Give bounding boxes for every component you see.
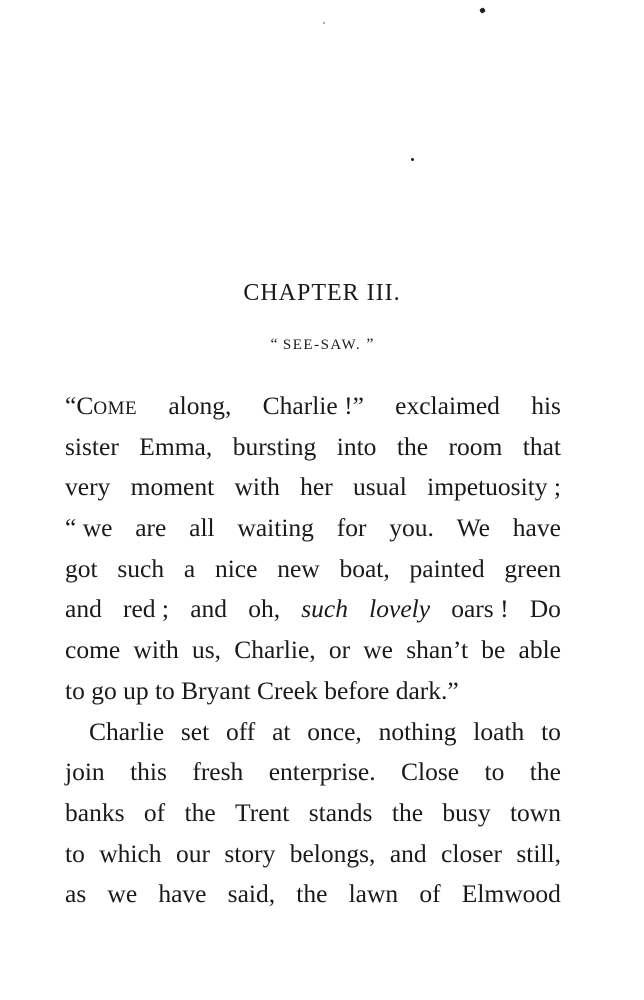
- open-quote: “: [270, 336, 278, 353]
- text-line: [65, 712, 561, 753]
- text-line: [65, 589, 561, 630]
- word: our: [175, 838, 210, 868]
- word: town: [509, 797, 561, 827]
- word: Charlie !”: [262, 391, 364, 420]
- word: bursting: [232, 431, 317, 461]
- word: have: [512, 513, 561, 543]
- word: come: [65, 635, 121, 665]
- word: into: [336, 431, 377, 461]
- word: or: [328, 635, 351, 665]
- word: her: [300, 472, 333, 502]
- word: Charlie: [89, 716, 165, 746]
- word: the: [529, 757, 561, 787]
- word: story: [224, 838, 276, 868]
- word: the: [296, 879, 328, 909]
- text-line: [65, 549, 561, 590]
- word: nice: [214, 553, 258, 583]
- word: stands: [308, 797, 373, 827]
- text-line: [65, 671, 561, 712]
- word: very: [65, 472, 111, 502]
- word: got: [65, 553, 98, 583]
- word: his: [531, 391, 561, 420]
- word: set: [180, 716, 210, 746]
- word: Trent: [235, 797, 290, 827]
- word: the: [184, 797, 216, 827]
- word: enterprise.: [268, 757, 376, 787]
- word: loath: [473, 716, 525, 746]
- word: moment: [130, 472, 215, 502]
- word: painted: [409, 553, 485, 583]
- chapter-title: [0, 334, 644, 356]
- text-line: [65, 427, 561, 468]
- word: green: [504, 553, 561, 583]
- word: off: [225, 716, 256, 746]
- word: that: [522, 431, 561, 461]
- word: still,: [516, 838, 561, 868]
- word: sister: [65, 431, 119, 461]
- word: the: [396, 431, 429, 461]
- ink-speck: [411, 158, 414, 161]
- italic-word: lovely: [369, 594, 431, 624]
- chapter-heading: CHAPTER III.: [243, 280, 401, 306]
- word: to: [65, 838, 85, 868]
- word: new: [277, 553, 320, 583]
- chapter-title-text: SEE-SAW.: [282, 337, 362, 353]
- text-line: [65, 630, 561, 671]
- word: belongs,: [289, 838, 376, 868]
- ink-speck: [323, 22, 325, 24]
- text-line: [65, 386, 561, 427]
- word: said,: [227, 879, 276, 909]
- word: are: [135, 513, 167, 543]
- word: room: [448, 431, 503, 461]
- text-line: [65, 793, 561, 834]
- word: be: [481, 635, 506, 665]
- text-line: [65, 834, 561, 875]
- body-text: [65, 386, 561, 915]
- word: impetuosity ;: [427, 472, 561, 502]
- word: lawn: [348, 879, 399, 909]
- word: Elmwood: [461, 879, 561, 909]
- word: of: [143, 797, 166, 827]
- word: waiting: [237, 513, 314, 543]
- word: banks: [65, 797, 125, 827]
- word: and: [65, 594, 102, 624]
- word: us,: [191, 635, 222, 665]
- word: you.: [389, 513, 434, 543]
- text-line: [65, 874, 561, 915]
- word: fresh: [192, 757, 244, 787]
- word: with: [133, 635, 179, 665]
- word: exclaimed: [395, 391, 500, 420]
- word: boat,: [339, 553, 390, 583]
- text-line: [65, 752, 561, 793]
- word: busy: [442, 797, 491, 827]
- word: as: [65, 879, 87, 909]
- word: such: [117, 553, 165, 583]
- word: all: [189, 513, 215, 543]
- text-line: [65, 467, 561, 508]
- word: the: [391, 797, 424, 827]
- word: join: [65, 757, 105, 787]
- word: red ;: [123, 594, 170, 624]
- word: we: [107, 879, 138, 909]
- word: closer: [441, 838, 502, 868]
- word: and: [190, 594, 228, 624]
- line-text: to go up to Bryant Creek before dark.”: [65, 675, 459, 705]
- word: of: [419, 879, 441, 909]
- word: along,: [168, 391, 232, 420]
- italic-word: such: [301, 594, 348, 624]
- ink-speck: [479, 7, 486, 14]
- word: which: [99, 838, 162, 868]
- word: oh,: [248, 594, 281, 624]
- word: Emma,: [139, 431, 213, 461]
- word: We: [456, 513, 490, 543]
- word: we: [363, 635, 393, 665]
- word: for: [336, 513, 367, 543]
- word: to: [541, 716, 561, 746]
- word: usual: [352, 472, 407, 502]
- word: oars !: [451, 594, 509, 624]
- word: once,: [307, 716, 362, 746]
- word: shan’t: [406, 635, 469, 665]
- word: at: [272, 716, 291, 746]
- word: a: [183, 553, 196, 583]
- word: to: [484, 757, 505, 787]
- close-quote: ”: [366, 336, 374, 353]
- word: nothing: [378, 716, 457, 746]
- word: “ we: [65, 513, 113, 543]
- text-line: [65, 508, 561, 549]
- word: this: [130, 757, 167, 787]
- word: Do: [529, 594, 561, 624]
- word: have: [158, 879, 207, 909]
- word: able: [518, 635, 561, 665]
- word: Charlie,: [234, 635, 316, 665]
- word: and: [389, 838, 427, 868]
- word: with: [234, 472, 280, 502]
- word: “COME: [65, 391, 138, 420]
- word: Close: [401, 757, 460, 787]
